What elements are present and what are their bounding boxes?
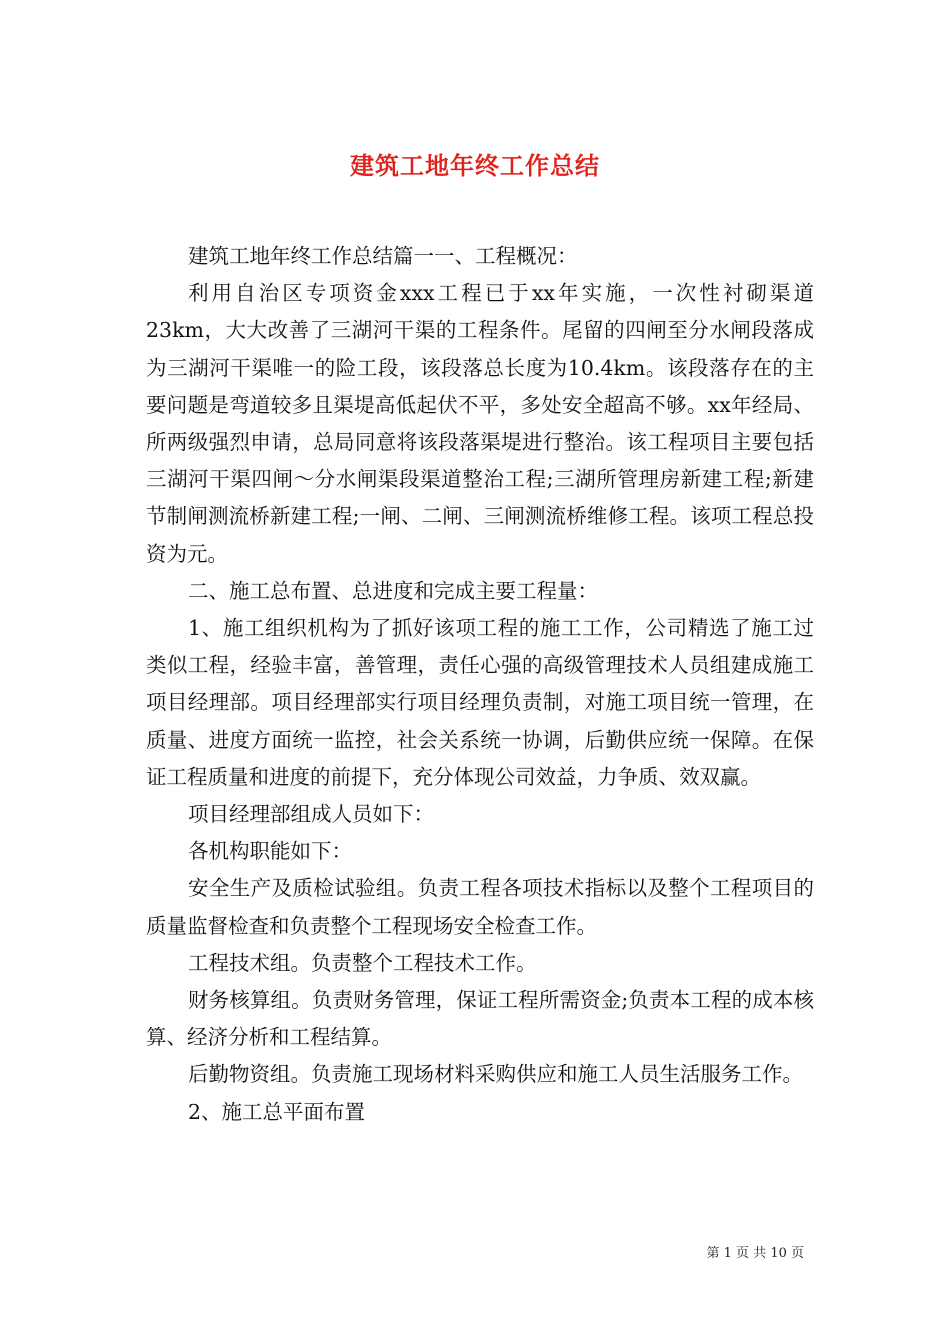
paragraph: 二、施工总布置、总进度和完成主要工程量：	[188, 578, 598, 603]
paragraph: 各机构职能如下：	[188, 839, 352, 864]
document-title: 建筑工地年终工作总结	[350, 151, 600, 181]
paragraph: 工程技术组。负责整个工程技术工作。	[188, 950, 537, 975]
page-number: 第 1 页 共 10 页	[706, 1246, 804, 1261]
paragraph: 2、施工总平面布置	[188, 1099, 366, 1124]
paragraph: 财务核算组。负责财务管理，保证工程所需资金;负责本工程的成本核算、经济分析和工程结算。	[146, 988, 814, 1050]
paragraph: 安全生产及质检试验组。负责工程各项技术指标以及整个工程项目的质量监督检查和负责整个工程现场安全检查工作。	[146, 876, 814, 938]
paragraph: 后勤物资组。负责施工现场材料采购供应和施工人员生活服务工作。	[188, 1062, 803, 1087]
document-body	[146, 238, 814, 1131]
paragraph: 利用自治区专项资金xxx工程已于xx年实施，一次性衬砌渠道23km，大大改善了三湖河干渠的工程条件。尾留的四闸至分水闸段落成为三湖河干渠唯一的险工段，该段落总长度为10.4km。该段落存在的主要问题是弯道较多且渠堤高低起伏不平，多处安全超高不够。xx年经局、所两级强烈申请，总局同意将该段落渠堤进行整治。该工程项目主要包括三湖河干渠四闸～分水闸渠段渠道整治工程;三湖所管理房新建工程;新建节制闸测流桥新建工程;一闸、二闸、三闸测流桥维修工程。该项工程总投资为元。	[146, 281, 814, 566]
paragraph: 项目经理部组成人员如下：	[188, 802, 434, 827]
paragraph: 1、施工组织机构为了抓好该项工程的施工工作，公司精选了施工过类似工程，经验丰富，善管理，责任心强的高级管理技术人员组建成施工项目经理部。项目经理部实行项目经理负责制，对施工项目统一管理，在质量、进度方面统一监控，社会关系统一协调，后勤供应统一保障。在保证工程质量和进度的前提下，充分体现公司效益，力争质、效双赢。	[146, 616, 814, 789]
paragraph: 建筑工地年终工作总结篇一一、工程概况：	[188, 244, 578, 268]
